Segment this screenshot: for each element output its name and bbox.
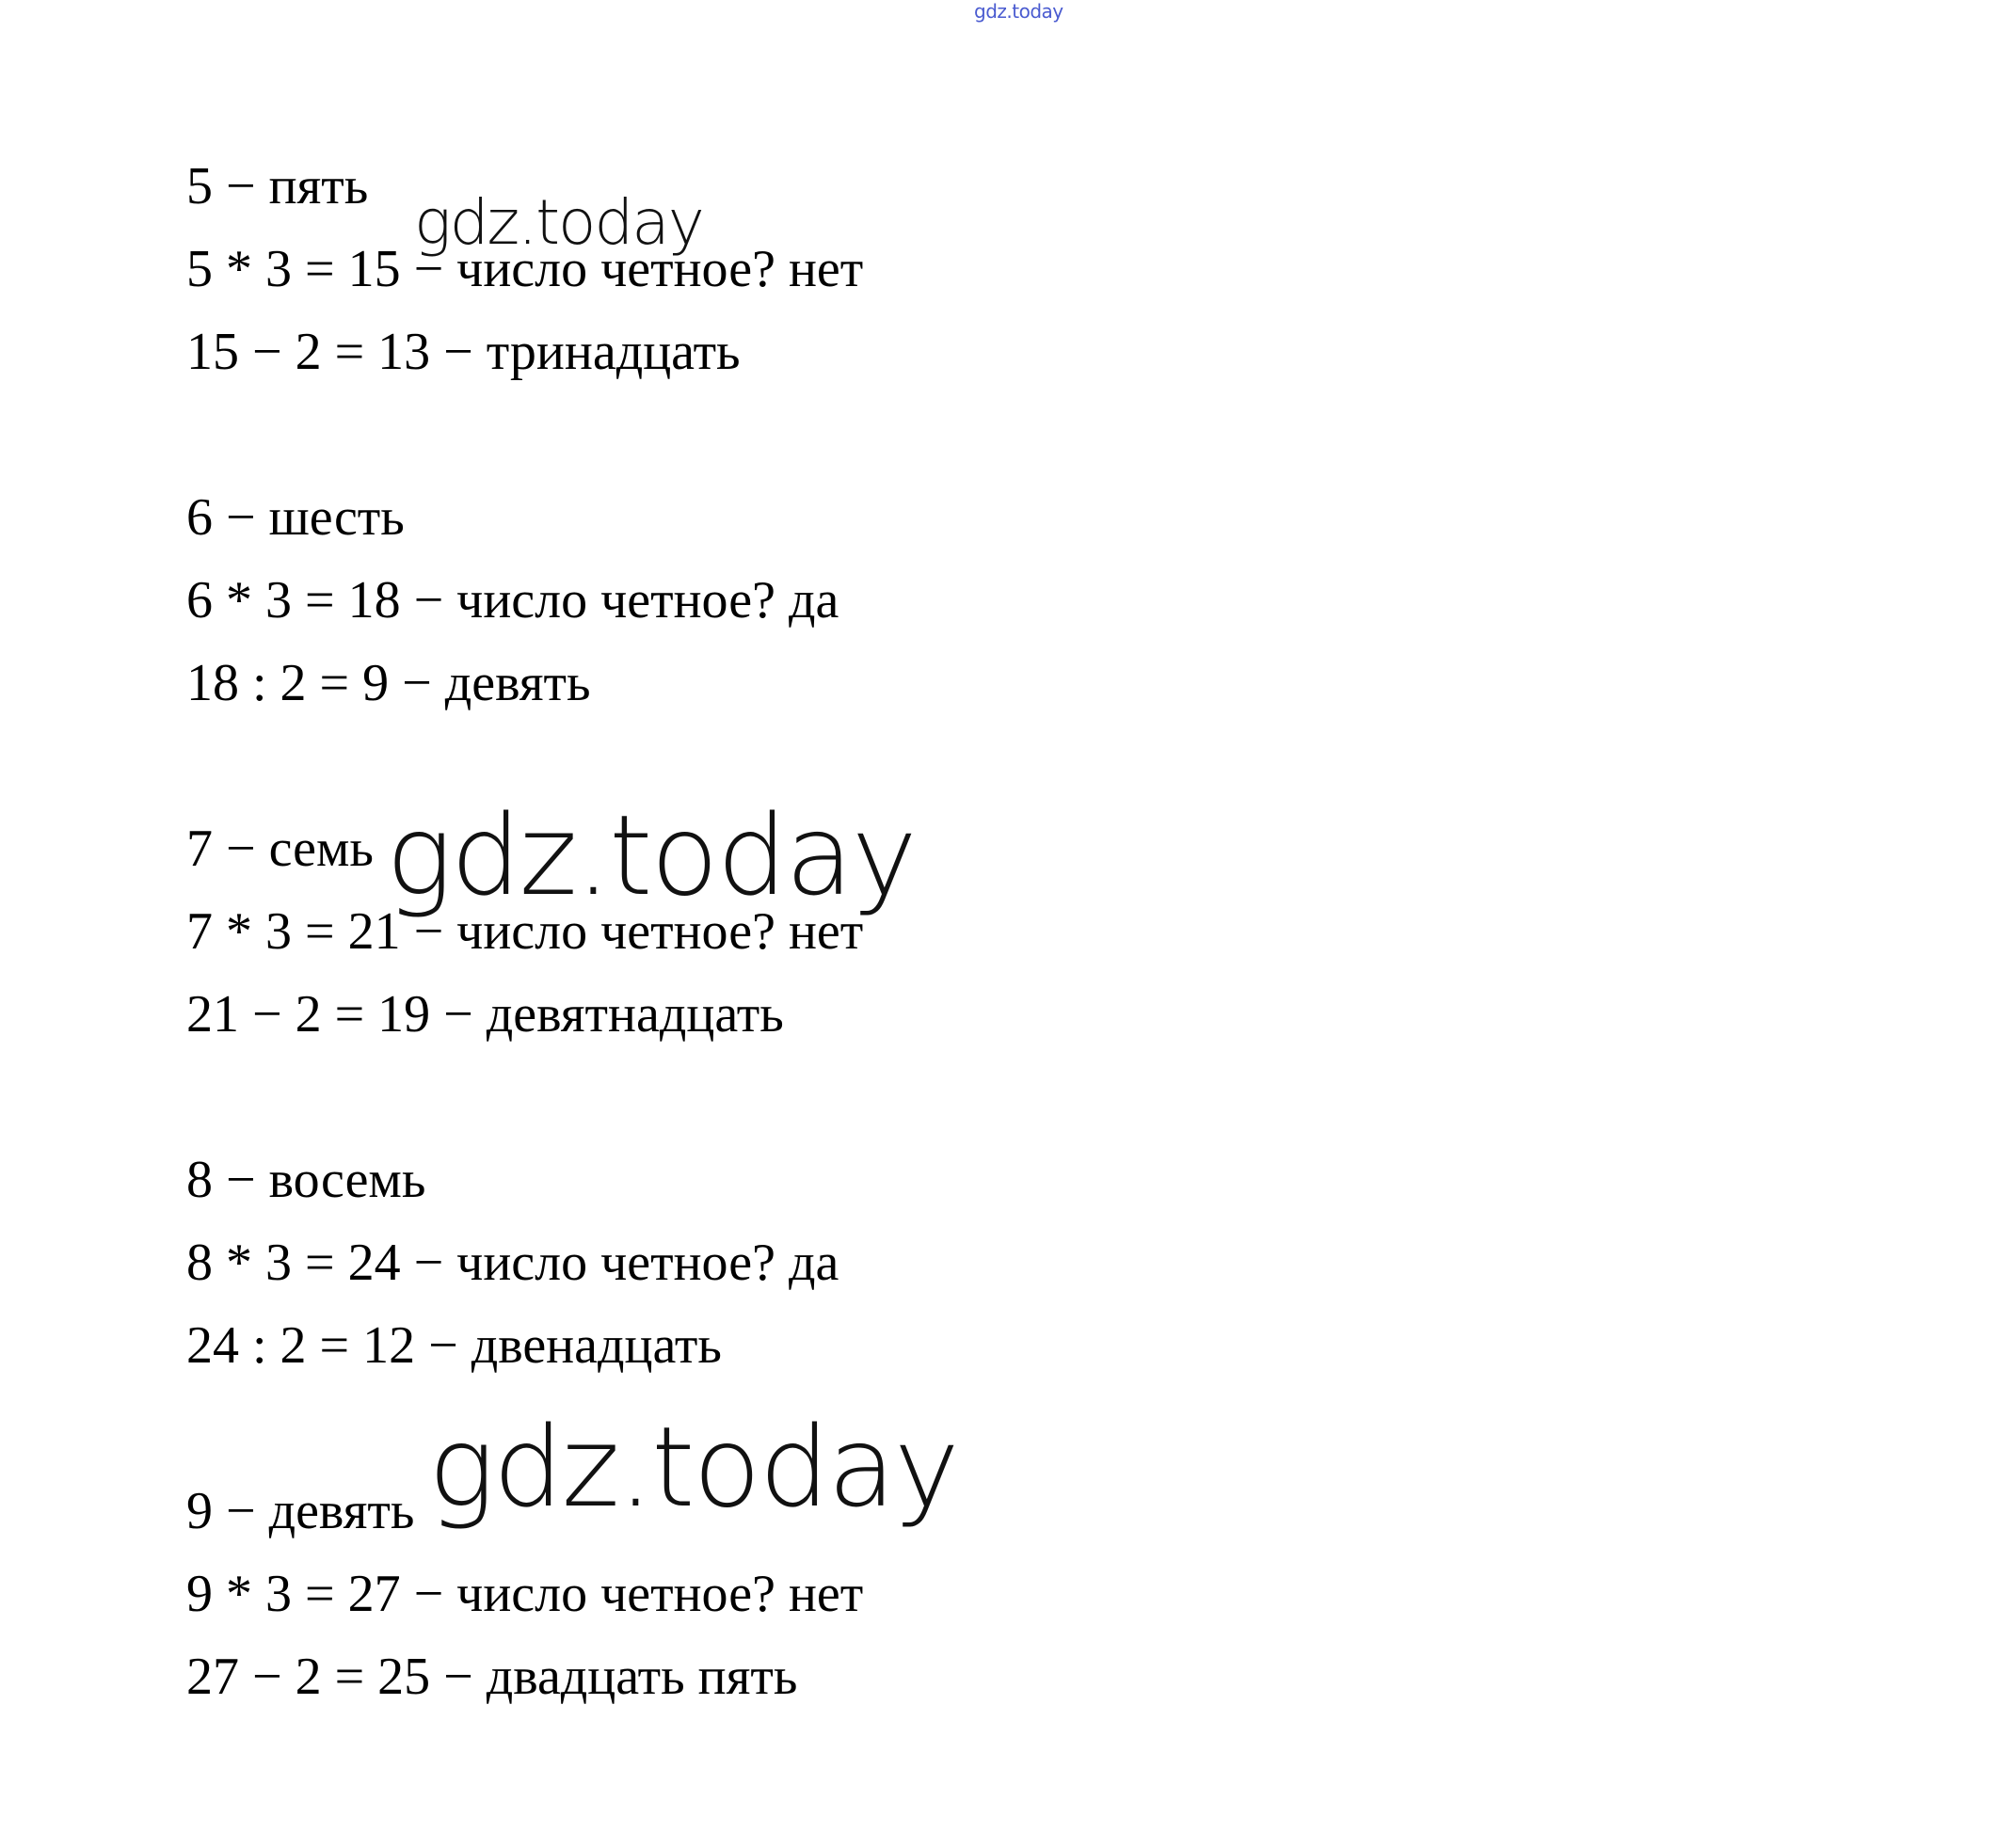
block-9-line-1: 9 − девять (186, 1482, 415, 1540)
block-5-line-2: 5 * 3 = 15 − число четное? нет (186, 240, 864, 298)
block-6-line-2: 6 * 3 = 18 − число четное? да (186, 571, 839, 629)
watermark-logo: gdz.today (414, 186, 703, 259)
header-site-mark: gdz.today (974, 0, 1063, 23)
watermark-logo: gdz.today (386, 790, 916, 920)
block-7-line-2: 7 * 3 = 21 − число четное? нет (186, 902, 864, 961)
watermark-logo: gdz.today (428, 1402, 958, 1532)
block-9-line-2: 9 * 3 = 27 − число четное? нет (186, 1565, 864, 1623)
block-7-line-1: 7 − семь (186, 820, 374, 878)
block-5-line-1: 5 − пять (186, 157, 369, 215)
block-6-line-1: 6 − шесть (186, 488, 405, 547)
block-9-line-3: 27 − 2 = 25 − двадцать пять (186, 1648, 798, 1706)
block-8-line-2: 8 * 3 = 24 − число четное? да (186, 1234, 839, 1292)
block-8-line-3: 24 : 2 = 12 − двенадцать (186, 1316, 722, 1375)
block-5-line-3: 15 − 2 = 13 − тринадцать (186, 323, 741, 381)
block-7-line-3: 21 − 2 = 19 − девятнадцать (186, 985, 784, 1043)
block-8-line-1: 8 − восемь (186, 1151, 426, 1209)
block-6-line-3: 18 : 2 = 9 − девять (186, 654, 591, 712)
